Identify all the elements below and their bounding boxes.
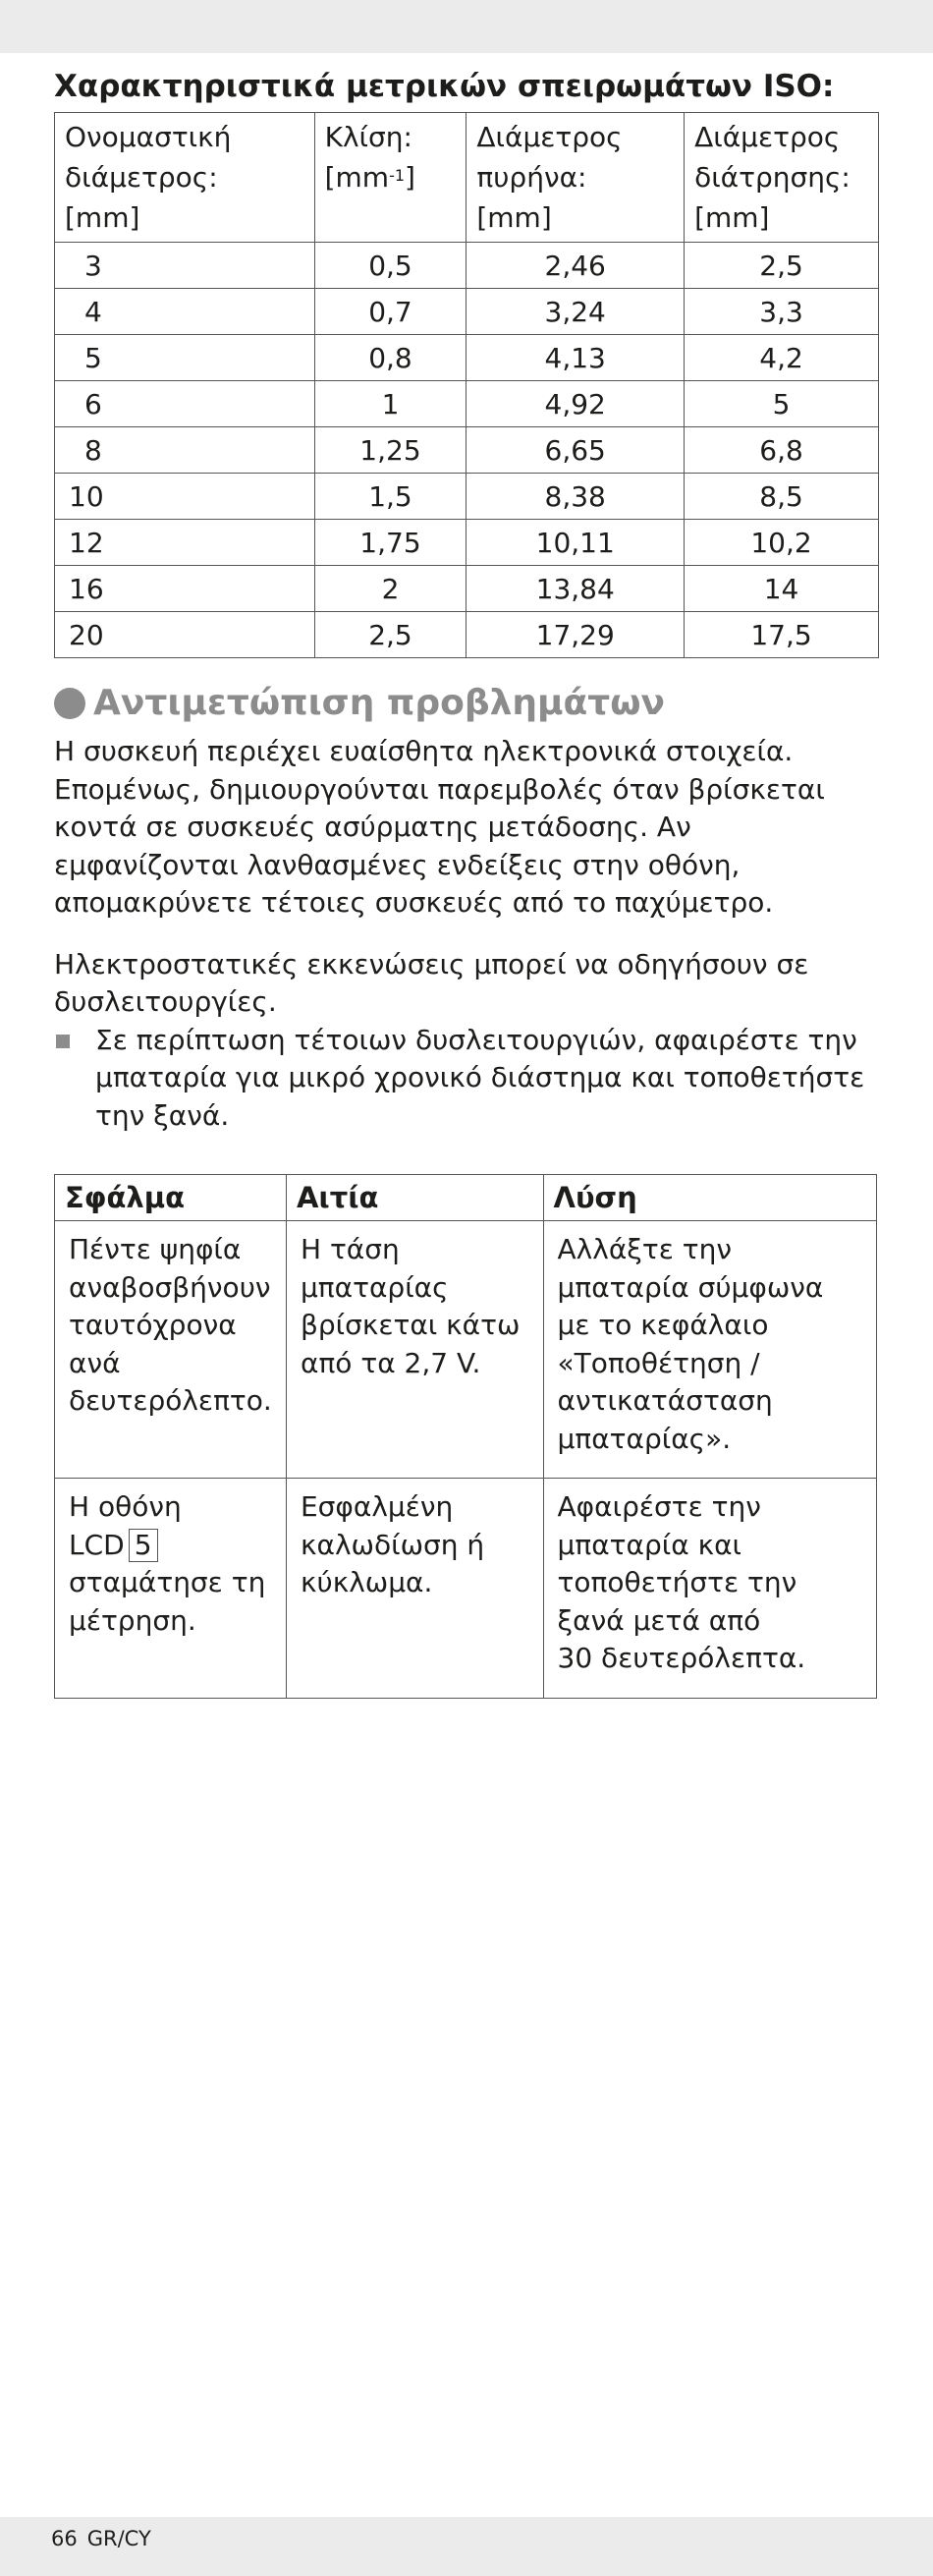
cell-nominal: 4 xyxy=(55,289,315,335)
square-bullet-icon xyxy=(56,1035,70,1048)
table-row xyxy=(55,474,879,520)
cell-cause: Η τάση μπαταρίας βρίσκεται κάτω από τα 2,7 V. xyxy=(286,1221,543,1479)
cell-error: Η οθόνη LCD 5 σταμάτησε τη μέτρηση. xyxy=(55,1479,287,1699)
table-row xyxy=(55,289,879,335)
reference-number-box: 5 xyxy=(129,1529,158,1562)
region-code: GR/CY xyxy=(86,2527,151,2550)
cell-pitch: 1,75 xyxy=(314,520,466,566)
table-row xyxy=(55,520,879,566)
troubleshooting-header-row xyxy=(55,1175,877,1221)
cell-solution: Αλλάξτε την μπαταρία σύμφωνα με το κεφάλαιο «Τοποθέτηση / αντικατάσταση μπαταρίας». xyxy=(543,1221,876,1479)
cell-pitch: 1,5 xyxy=(314,474,466,520)
table-row xyxy=(55,243,879,289)
list-item: Σε περίπτωση τέτοιων δυσλειτουργιών, αφαιρέστε την μπαταρία για μικρό χρονικό διάστημα και τοποθετήστε την ξανά. xyxy=(54,1022,879,1136)
cell-core: 8,38 xyxy=(466,474,685,520)
cell-core: 17,29 xyxy=(466,612,685,658)
electrostatic-paragraph: Ηλεκτροστατικές εκκενώσεις μπορεί να οδηγήσουν σε δυσλειτουργίες. xyxy=(54,947,809,1018)
troubleshooting-table xyxy=(54,1174,877,1699)
cell-nominal: 5 xyxy=(55,335,315,381)
table-row xyxy=(55,612,879,658)
cell-nominal: 12 xyxy=(55,520,315,566)
cell-drill: 5 xyxy=(685,381,879,427)
cell-solution: Αφαιρέστε την μπαταρία και τοποθετήστε την ξανά μετά από 30 δευτερόλεπτα. xyxy=(543,1479,876,1699)
header-pitch: Κλίση: $[mm^{-1}]$ xyxy=(314,113,466,243)
cell-pitch: 0,7 xyxy=(314,289,466,335)
header-drill-diameter: Διάμετρος διάτρησης: [mm] xyxy=(685,113,879,243)
cell-core: 6,65 xyxy=(466,427,685,474)
cell-pitch: 1,25 xyxy=(314,427,466,474)
troubleshooting-heading: Αντιμετώπιση προβλημάτων xyxy=(54,680,879,727)
cell-core: 3,24 xyxy=(466,289,685,335)
cell-nominal: 3 xyxy=(55,243,315,289)
cell-pitch: 2,5 xyxy=(314,612,466,658)
header-nominal-diameter: Ονομαστική διάμετρος: [mm] xyxy=(55,113,315,243)
cell-drill: 3,3 xyxy=(685,289,879,335)
cell-core: 2,46 xyxy=(466,243,685,289)
cell-pitch: 1 xyxy=(314,381,466,427)
cell-nominal: 8 xyxy=(55,427,315,474)
header-solution: Λύση xyxy=(543,1175,876,1221)
circle-bullet-icon xyxy=(54,688,85,719)
cell-drill: 17,5 xyxy=(685,612,879,658)
cell-pitch: 0,8 xyxy=(314,335,466,381)
cell-nominal: 10 xyxy=(55,474,315,520)
cell-drill: 8,5 xyxy=(685,474,879,520)
cell-error: Πέντε ψηφία αναβοσβήνουν ταυτόχρονα ανά δευτερόλεπτο. xyxy=(55,1221,287,1479)
header-core-diameter: Διάμετρος πυρήνα: [mm] xyxy=(466,113,685,243)
header-cause: Αιτία xyxy=(286,1175,543,1221)
cell-nominal: 6 xyxy=(55,381,315,427)
iso-table-header-row xyxy=(55,113,879,243)
page-number: 66 xyxy=(51,2527,78,2550)
page-footer xyxy=(51,2527,161,2550)
cell-drill: 10,2 xyxy=(685,520,879,566)
iso-thread-title: Χαρακτηριστικά μετρικών σπειρωμάτων ISO: xyxy=(54,69,835,104)
cell-drill: 6,8 xyxy=(685,427,879,474)
cell-cause: Εσφαλμένη καλωδίωση ή κύκλωμα. xyxy=(286,1479,543,1699)
cell-core: 4,92 xyxy=(466,381,685,427)
header-error: Σφάλμα xyxy=(55,1175,287,1221)
cell-nominal: 16 xyxy=(55,566,315,612)
cell-core: 4,13 xyxy=(466,335,685,381)
table-row xyxy=(55,1479,877,1699)
top-band xyxy=(0,0,933,53)
table-row xyxy=(55,566,879,612)
cell-pitch: 2 xyxy=(314,566,466,612)
table-row xyxy=(55,427,879,474)
page-content xyxy=(54,65,879,1699)
cell-drill: 4,2 xyxy=(685,335,879,381)
cell-nominal: 20 xyxy=(55,612,315,658)
table-row xyxy=(55,1221,877,1479)
cell-drill: 14 xyxy=(685,566,879,612)
cell-core: 13,84 xyxy=(466,566,685,612)
cell-core: 10,11 xyxy=(466,520,685,566)
iso-thread-table xyxy=(54,112,879,658)
interference-paragraph: Η συσκευή περιέχει ευαίσθητα ηλεκτρονικά στοιχεία. Επομένως, δημιουργούνται παρεμβολές όταν βρίσκεται κοντά σε συσκευές ασύρματης μετάδοσης. Αν εμφανίζονται λανθασμένες ενδείξεις στην οθόνη, απομακρύνετε τέτοιες συσκευές από το παχύμετρο. xyxy=(54,735,825,919)
cell-pitch: 0,5 xyxy=(314,243,466,289)
table-row xyxy=(55,381,879,427)
cell-drill: 2,5 xyxy=(685,243,879,289)
table-row xyxy=(55,335,879,381)
